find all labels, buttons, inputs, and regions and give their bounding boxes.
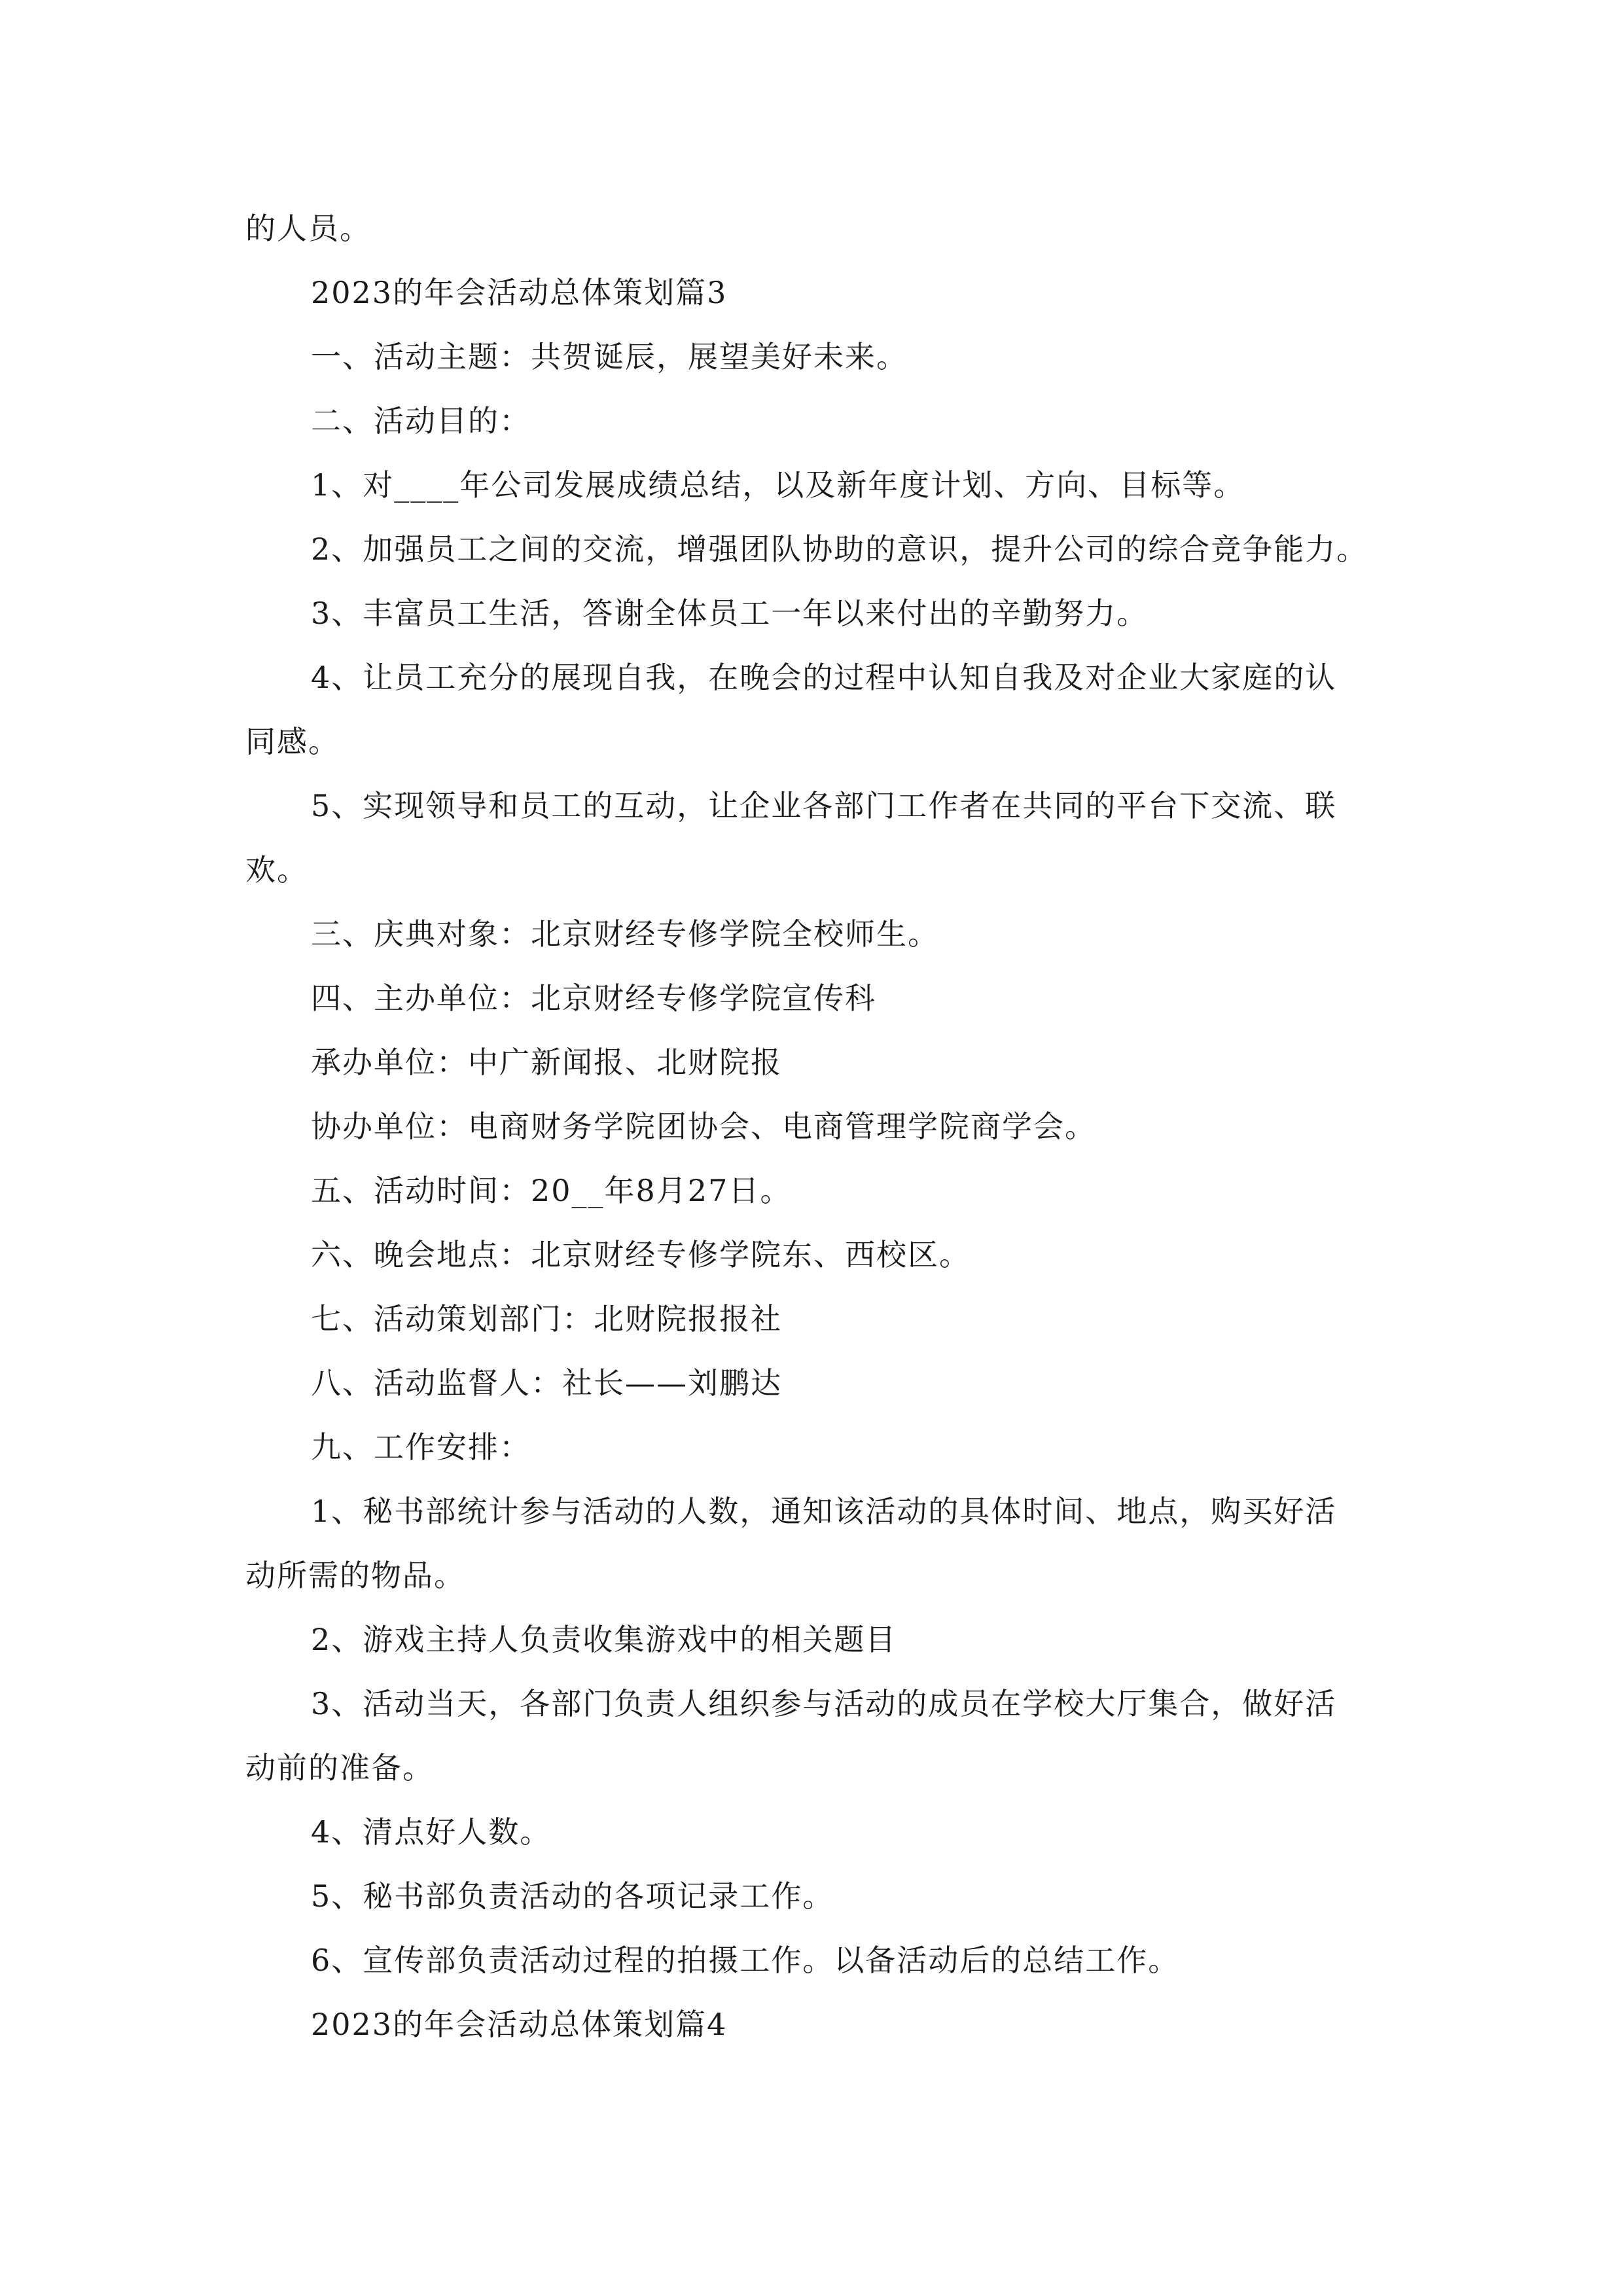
paragraph-line: 六、晚会地点：北京财经专修学院东、西校区。 (311, 1237, 971, 1272)
paragraph-line: 一、活动主题：共贺诞辰，展望美好未来。 (311, 339, 908, 374)
paragraph-line: 动所需的物品。 (245, 1558, 465, 1593)
paragraph-line: 同感。 (245, 724, 340, 759)
paragraph-line: 1、秘书部统计参与活动的人数，通知该活动的具体时间、地点，购买好活 (311, 1494, 1337, 1529)
paragraph-line: 协办单位：电商财务学院团协会、电商管理学院商学会。 (311, 1109, 1096, 1144)
paragraph-line: 3、丰富员工生活，答谢全体员工一年以来付出的辛勤努力。 (311, 596, 1149, 631)
paragraph-line: 3、活动当天，各部门负责人组织参与活动的成员在学校大厅集合，做好活 (311, 1686, 1337, 1721)
paragraph-line: 动前的准备。 (245, 1750, 434, 1785)
paragraph-line: 三、庆典对象：北京财经专修学院全校师生。 (311, 916, 939, 952)
paragraph-line: 5、实现领导和员工的互动，让企业各部门工作者在共同的平台下交流、联 (311, 788, 1337, 823)
paragraph-line: 五、活动时间：20__年8月27日。 (311, 1173, 792, 1208)
paragraph-line: 2、加强员工之间的交流，增强团队协助的意识，提升公司的综合竞争能力。 (311, 531, 1368, 567)
paragraph-line: 九、工作安排： (311, 1429, 531, 1465)
paragraph-line: 的人员。 (245, 211, 371, 246)
paragraph-line: 4、清点好人数。 (311, 1814, 552, 1850)
document-body (245, 196, 1397, 2056)
paragraph-line: 八、活动监督人：社长——刘鹏达 (311, 1365, 782, 1401)
paragraph-line: 四、主办单位：北京财经专修学院宣传科 (311, 980, 876, 1016)
paragraph-line: 1、对____年公司发展成绩总结，以及新年度计划、方向、目标等。 (311, 467, 1245, 503)
paragraph-line: 承办单位：中广新闻报、北财院报 (311, 1045, 782, 1080)
paragraph-line: 4、让员工充分的展现自我，在晚会的过程中认知自我及对企业大家庭的认 (311, 660, 1337, 695)
paragraph-line: 二、活动目的： (311, 403, 531, 439)
paragraph-line: 七、活动策划部门：北财院报报社 (311, 1301, 782, 1336)
paragraph-line: 5、秘书部负责活动的各项记录工作。 (311, 1878, 834, 1914)
paragraph-line: 欢。 (245, 852, 308, 888)
paragraph-line: 2、游戏主持人负责收集游戏中的相关题目 (311, 1622, 897, 1657)
paragraph-line: 6、宣传部负责活动过程的拍摄工作。以备活动后的总结工作。 (311, 1943, 1180, 1978)
paragraph-line: 2023的年会活动总体策划篇3 (311, 275, 728, 310)
paragraph-line: 2023的年会活动总体策划篇4 (311, 2007, 728, 2042)
